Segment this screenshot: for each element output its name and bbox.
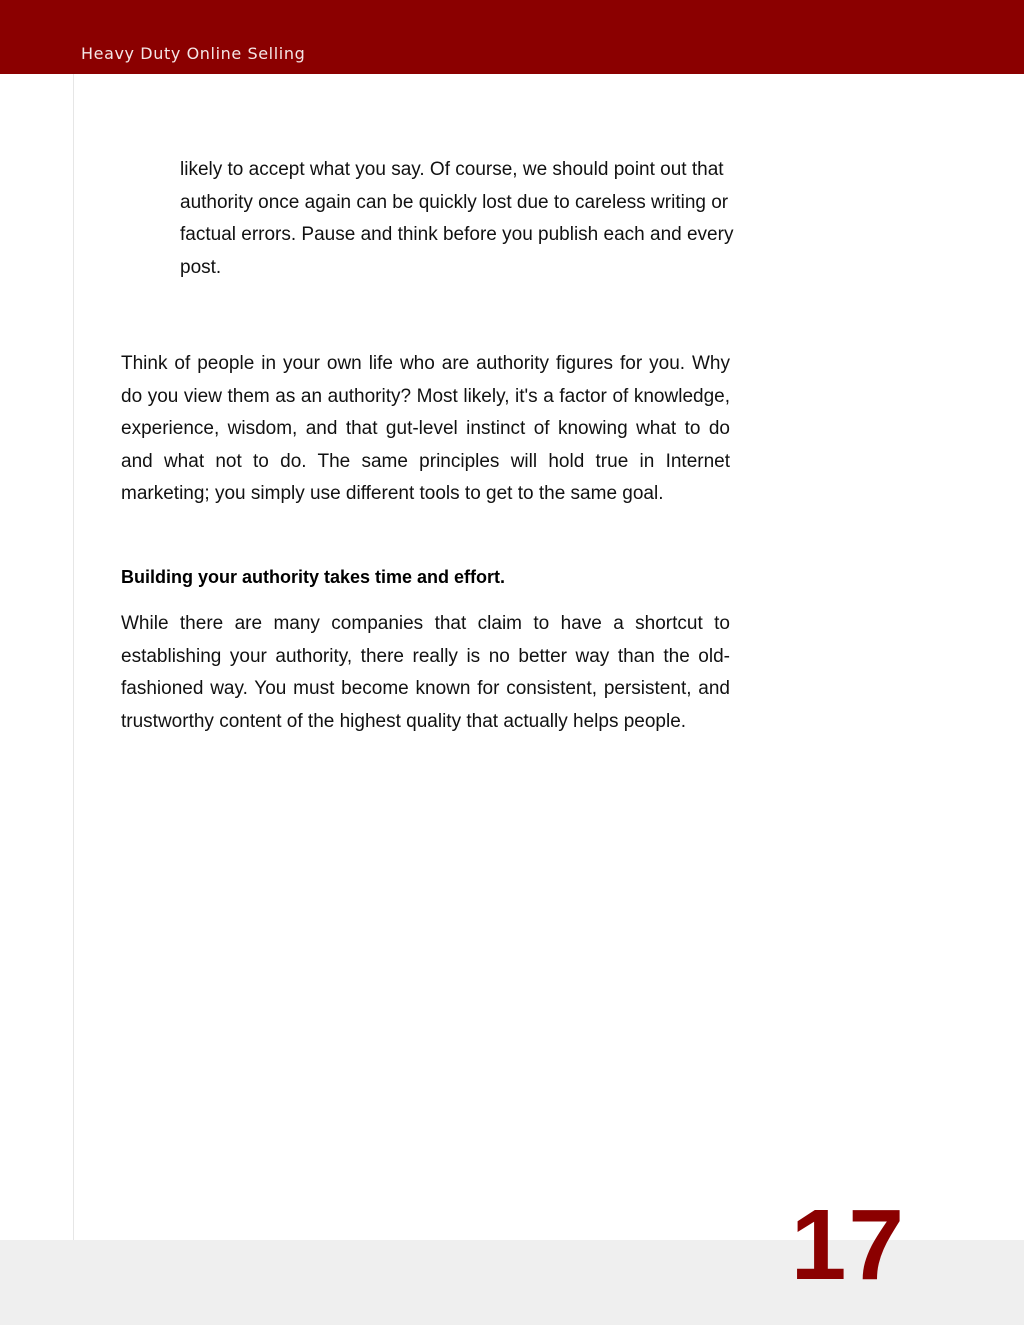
page-header [0,0,1024,74]
header-title: Heavy Duty Online Selling [81,44,306,63]
body-paragraph-2: While there are many companies that claim to have a shortcut to establishing your authority, there really is no better way than the old-fashioned way. You must become known for consistent, persistent, and trustworthy content of the highest quality that actually helps people. [121,613,730,732]
page-number: 17 [790,1189,906,1301]
body-paragraph-1: Think of people in your own life who are authority figures for you. Why do you view them as an authority? Most likely, it's a factor of knowledge, experience, wisdom, and that gut-level instinct of knowing what to do and what not to do. The same principles will hold true in Internet marketing; you simply use different tools to get to the same goal. [121,353,730,504]
page-content [0,74,1024,1240]
indented-quote: likely to accept what you say. Of course, we should point out that authority once again can be quickly lost due to careless writing or factual errors. Pause and think before you publish each and every post. [180,159,734,278]
section-heading: Building your authority takes time and effort. [121,567,506,587]
